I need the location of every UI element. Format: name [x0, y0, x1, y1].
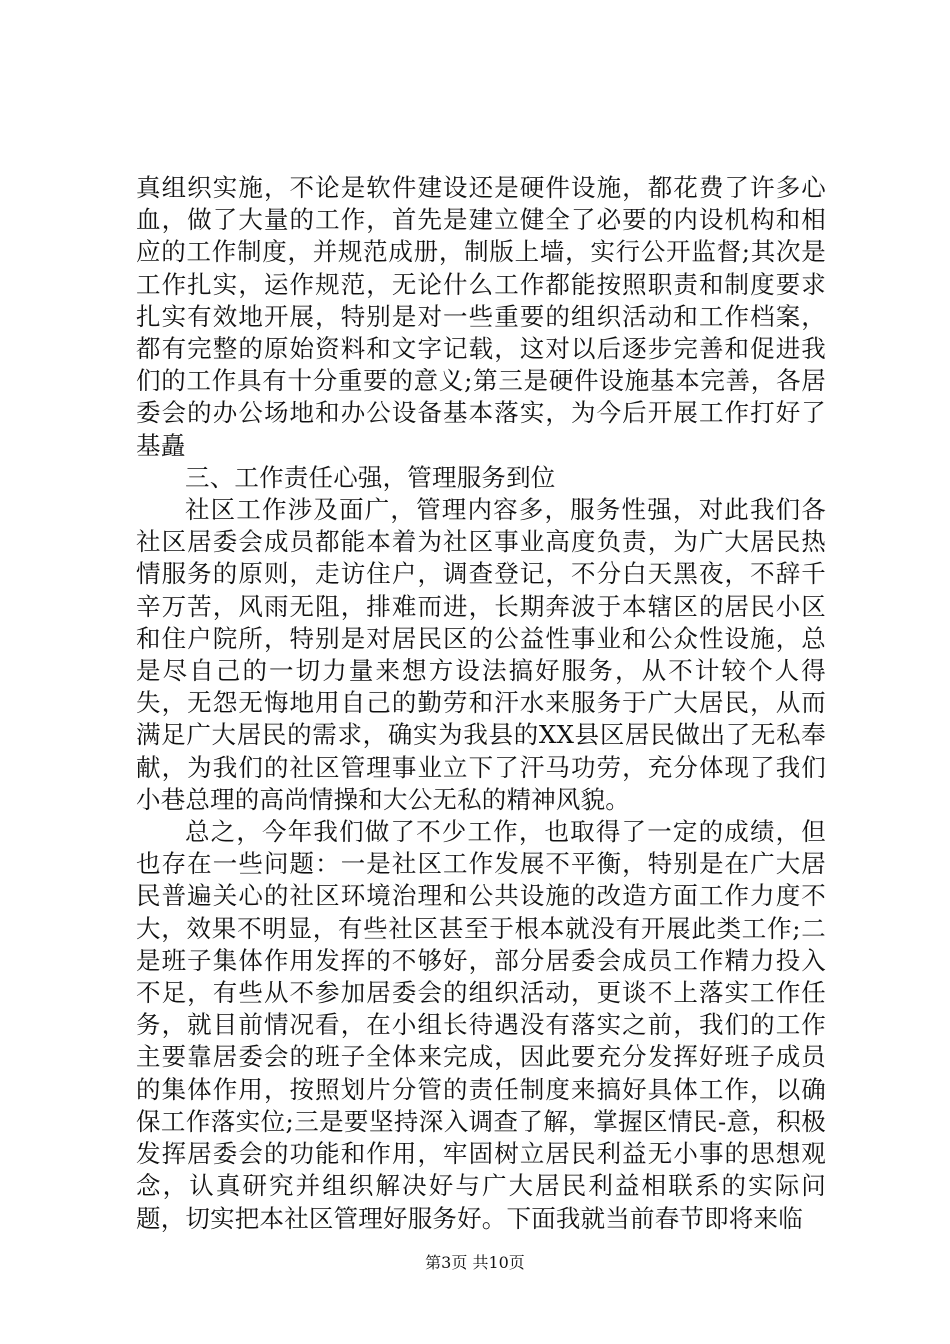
page-number-footer: 第3页 共10页: [425, 1253, 525, 1272]
document-body: [136, 172, 826, 1235]
section-heading-3: 三、工作责任心强，管理服务到位: [185, 462, 556, 492]
paragraph-continuation: 真组织实施，不论是软件建设还是硬件设施，都花费了许多心血，做了大量的工作，首先是建立健全了必要的内设机构和相应的工作制度，并规范成册，制版上墙，实行公开监督;其次是工作扎实，运作规范，无论什么工作都能按照职责和制度要求扎实有效地开展，特别是对一些重要的组织活动和工作档案，都有完整的原始资料和文字记载，这对以后逐步完善和促进我们的工作具有十分重要的意义;第三是硬件设施基本完善，各居委会的办公场地和办公设备基本落实，为今后开展工作打好了基矗: [136, 173, 826, 460]
paragraph-summary-problems: 总之，今年我们做了不少工作，也取得了一定的成绩，但也存在一些问题：一是社区工作发展不平衡，特别是在广大居民普遍关心的社区环境治理和公共设施的改造方面工作力度不大，效果不明显，有些社区甚至于根本就没有开展此类工作;二是班子集体作用发挥的不够好，部分居委会成员工作精力投入不足，有些从不参加居委会的组织活动，更谈不上落实工作任务，就目前情况看，在小组长待遇没有落实之前，我们的工作主要靠居委会的班子全体来完成，因此要充分发挥好班子成员的集体作用，按照划片分管的责任制度来搞好具体工作，以确保工作落实位;三是要坚持深入调查了解，掌握区情民-意，积极发挥居委会的功能和作用，牢固树立居民利益无小事的思想观念，认真研究并组织解决好与广大居民利益相联系的实际问题，切实把本社区管理好服务好。下面我就当前春节即将来临: [136, 817, 826, 1233]
paragraph-community-service: 社区工作涉及面广，管理内容多，服务性强，对此我们各社区居委会成员都能本着为社区事业高度负责，为广大居民热情服务的原则，走访住户，调查登记，不分白天黑夜，不辞千辛万苦，风雨无阻，排难而进，长期奔波于本辖区的居民小区和住户院所，特别是对居民区的公益性事业和公众性设施，总是尽自己的一切力量来想方设法搞好服务，从不计较个人得失，无怨无悔地用自己的勤劳和汗水来服务于广大居民，从而满足广大居民的需求，确实为我县的XX县区居民做出了无私奉献，为我们的社区管理事业立下了汗马功劳，充分体现了我们小巷总理的高尚情操和大公无私的精神风貌。: [136, 495, 826, 814]
